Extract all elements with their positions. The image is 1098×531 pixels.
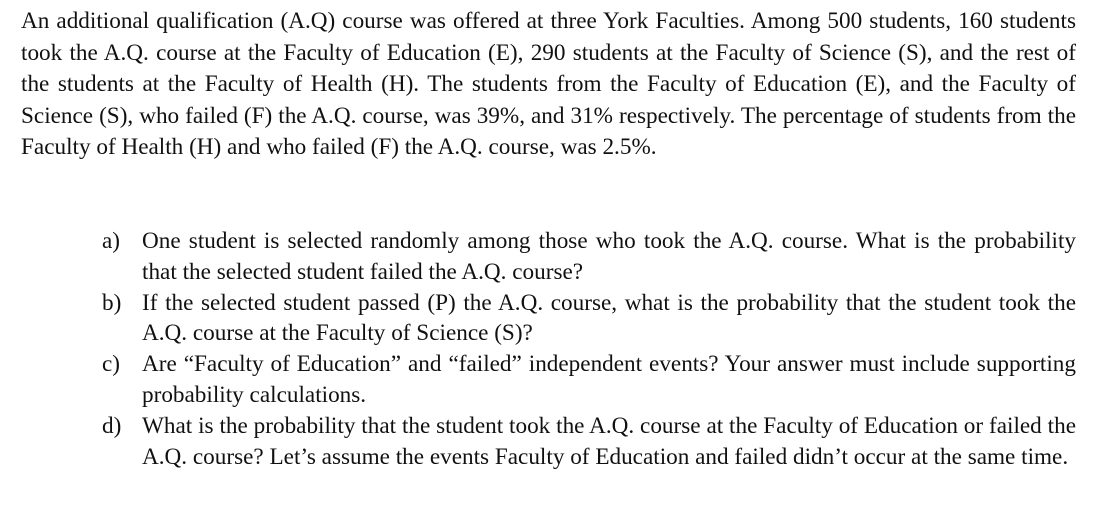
question-marker: c) (102, 351, 121, 378)
problem-statement: An additional qualification (A.Q) course was offered at three York Faculties. Among 500 students, 160 students took the A.Q. course at the Faculty of Education (E), 290 students at the Faculty of Science (S), and the rest of the students at the Faculty of Health (H). The students from the Faculty of Education (E), and the Faculty of Science (S), who failed (F) the A.Q. course, was 39%, and 31% respectively. The percentage of students from the Faculty of Health (H) and who failed (F) the A.Q. course, was 2.5%. (21, 8, 1076, 161)
question-text: One student is selected randomly among those who took the A.Q. course. What is the probability that the selected student failed the A.Q. course? (142, 228, 1076, 285)
question-text: Are “Faculty of Education” and “failed” independent events? Your answer must include supporting probability calculations. (142, 351, 1076, 408)
question-text: If the selected student passed (P) the A.Q. course, what is the probability that the student took the A.Q. course at the Faculty of Science (S)? (142, 289, 1076, 347)
question-c (102, 349, 1076, 411)
question-list (102, 226, 1076, 472)
question-d (102, 411, 1076, 473)
question-a (102, 226, 1076, 288)
question-text: What is the probability that the student took the A.Q. course at the Faculty of Education or failed the A.Q. course? Let’s assume the events Faculty of Education and failed didn’t occur at the same time. (142, 412, 1076, 470)
question-b (102, 288, 1076, 350)
question-marker: b) (102, 289, 122, 316)
question-marker: d) (102, 412, 122, 439)
question-marker: a) (102, 228, 121, 254)
